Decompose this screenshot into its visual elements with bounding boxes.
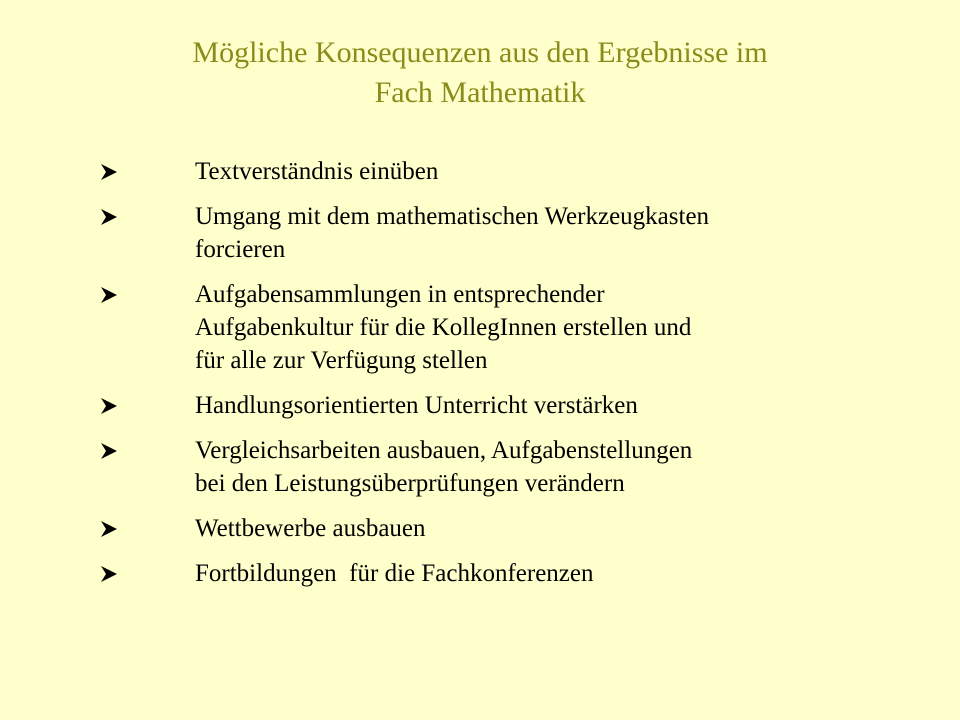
bullet-line: Aufgabensammlungen in entsprechender: [195, 281, 605, 308]
bullet-line: Vergleichsarbeiten ausbauen, Aufgabenstellungen: [195, 437, 693, 464]
bullet-item: [100, 155, 860, 188]
bullet-item: [100, 434, 860, 500]
bullet-line: forcieren: [195, 236, 286, 263]
bullet-item: [100, 200, 860, 266]
bullet-list: [100, 155, 860, 602]
arrowhead-bullet-icon: [100, 389, 124, 422]
slide-title-line-2: Fach Mathematik: [374, 76, 586, 109]
slide-title: [60, 33, 900, 113]
arrowhead-bullet-icon: [100, 434, 124, 467]
arrowhead-bullet-icon: [100, 200, 124, 233]
arrowhead-bullet-icon: [100, 512, 124, 545]
bullet-line: Handlungsorientierten Unterricht verstärken: [195, 392, 638, 419]
bullet-line: bei den Leistungsüberprüfungen verändern: [195, 470, 625, 497]
bullet-item: [100, 389, 860, 422]
bullet-line: Textverständnis einüben: [195, 158, 439, 185]
bullet-line: Umgang mit dem mathematischen Werkzeugkasten: [195, 203, 710, 230]
arrowhead-bullet-icon: [100, 557, 124, 590]
arrowhead-bullet-icon: [100, 155, 124, 188]
bullet-item: [100, 512, 860, 545]
bullet-item: [100, 278, 860, 377]
slide-title-line-1: Mögliche Konsequenzen aus den Ergebnisse im: [192, 36, 768, 69]
arrowhead-bullet-icon: [100, 278, 124, 311]
bullet-line: Fortbildungen für die Fachkonferenzen: [195, 560, 594, 587]
bullet-item: [100, 557, 860, 590]
bullet-line: Wettbewerbe ausbauen: [195, 515, 426, 542]
bullet-line: für alle zur Verfügung stellen: [195, 347, 488, 374]
bullet-line: Aufgabenkultur für die KollegInnen erstellen und: [195, 314, 692, 341]
